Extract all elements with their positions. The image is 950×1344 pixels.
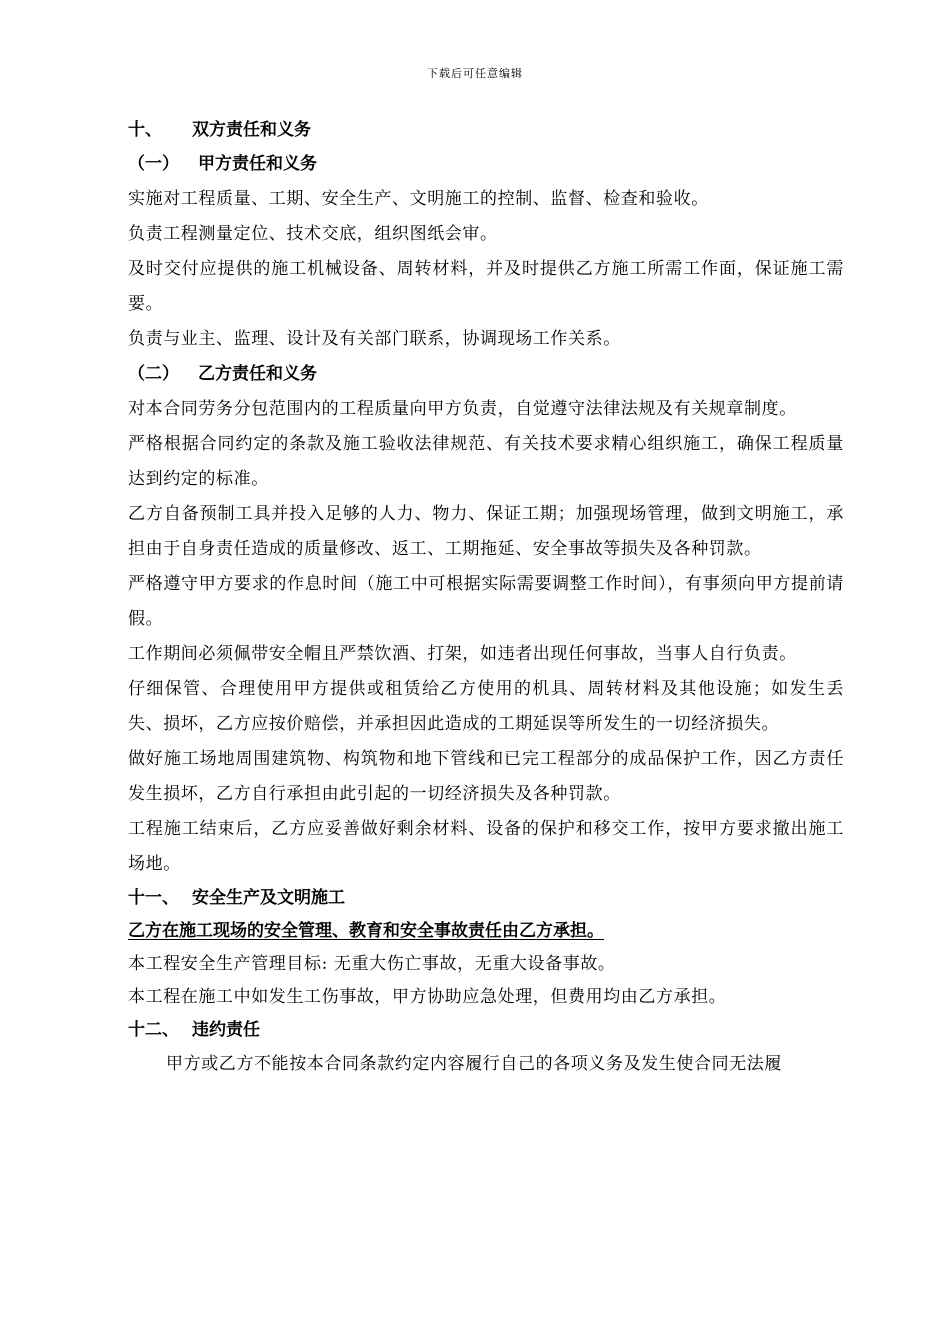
- paragraph: 对本合同劳务分包范围内的工程质量向甲方负责，自觉遵守法律法规及有关规章制度。: [128, 399, 797, 419]
- paragraph: 乙方自备预制工具并投入足够的人力、物力、保证工期；加强现场管理，做到文明施工，承担由于自身责任造成的质量修改、返工、工期拖延、安全事故等损失及各种罚款。: [128, 504, 844, 559]
- subsection-2-heading: [128, 357, 844, 392]
- section-title: 违约责任: [192, 1020, 260, 1040]
- subsection-title: 甲方责任和义务: [198, 154, 317, 174]
- paragraph: 本工程在施工中如发生工伤事故，甲方协助应急处理，但费用均由乙方承担。: [128, 987, 727, 1007]
- subsection-1-heading: [128, 147, 844, 182]
- page-header: 下载后可任意编辑: [427, 67, 523, 80]
- section-number: 十二、: [128, 1020, 179, 1040]
- paragraph: 工程施工结束后，乙方应妥善做好剩余材料、设备的保护和移交工作，按甲方要求撤出施工场地。: [128, 819, 844, 874]
- paragraph: 严格遵守甲方要求的作息时间（施工中可根据实际需要调整工作时间），有事须向甲方提前请假。: [128, 574, 844, 629]
- section-number: 十、: [128, 120, 162, 140]
- emphasis-statement: 乙方在施工现场的安全管理、教育和安全事故责任由乙方承担。: [128, 921, 604, 941]
- paragraph: 本工程安全生产管理目标: 无重大伤亡事故，无重大设备事故。: [128, 954, 616, 974]
- section-12-heading: [128, 1014, 844, 1047]
- subsection-number: （一）: [128, 154, 179, 174]
- document-body: [128, 114, 844, 1082]
- paragraph: 做好施工场地周围建筑物、构筑物和地下管线和已完工程部分的成品保护工作，因乙方责任发生损坏，乙方自行承担由此引起的一切经济损失及各种罚款。: [128, 749, 844, 804]
- paragraph: 仔细保管、合理使用甲方提供或租赁给乙方使用的机具、周转材料及其他设施；如发生丢失、损坏，乙方应按价赔偿，并承担因此造成的工期延误等所发生的一切经济损失。: [128, 679, 844, 734]
- subsection-title: 乙方责任和义务: [198, 364, 317, 384]
- paragraph: 及时交付应提供的施工机械设备、周转材料，并及时提供乙方施工所需工作面，保证施工需要。: [128, 259, 844, 314]
- section-title: 双方责任和义务: [192, 120, 311, 140]
- section-11-heading: [128, 882, 844, 915]
- paragraph: 甲方或乙方不能按本合同条款约定内容履行自己的各项义务及发生使合同无法履: [166, 1054, 782, 1074]
- paragraph: 工作期间必须佩带安全帽且严禁饮酒、打架，如违者出现任何事故，当事人自行负责。: [128, 644, 797, 664]
- section-number: 十一、: [128, 888, 179, 908]
- paragraph: 严格根据合同约定的条款及施工验收法律规范、有关技术要求精心组织施工，确保工程质量达到约定的标准。: [128, 434, 844, 489]
- section-title: 安全生产及文明施工: [192, 888, 345, 908]
- subsection-number: （二）: [128, 364, 179, 384]
- paragraph: 负责与业主、监理、设计及有关部门联系，协调现场工作关系。: [128, 329, 621, 349]
- paragraph: 实施对工程质量、工期、安全生产、文明施工的控制、监督、检查和验收。: [128, 189, 709, 209]
- paragraph: 负责工程测量定位、技术交底，组织图纸会审。: [128, 224, 498, 244]
- section-10-heading: [128, 114, 844, 147]
